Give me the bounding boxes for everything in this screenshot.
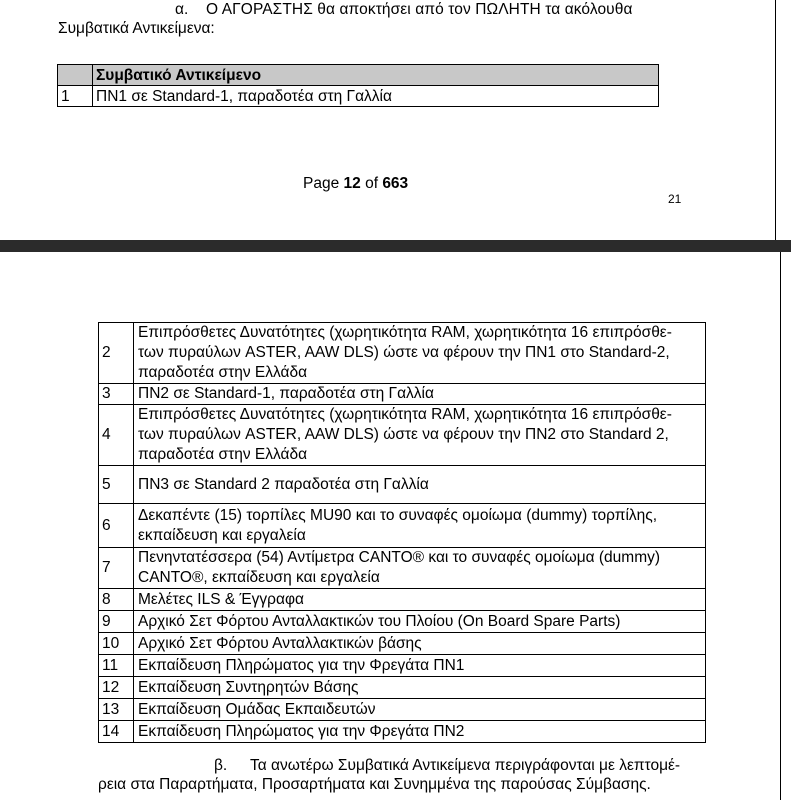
header-num-cell	[58, 65, 93, 86]
row-description	[134, 466, 706, 504]
row-text-line: CANTO®, εκπαίδευση και εργαλεία	[138, 569, 380, 586]
row-description	[134, 633, 706, 655]
row-text-line: Δεκαπέντε (15) τορπίλες MU90 και το συναφές ομοίωμα (dummy) τορπίλης,	[138, 506, 658, 524]
table-row	[99, 655, 706, 677]
row-text-line: Εκπαίδευση Πληρώματος για την Φρεγάτα ΠΝ1	[138, 656, 465, 674]
row-description	[134, 384, 706, 405]
row-text-line: ΠΝ2 σε Standard-1, παραδοτέα στη Γαλλία	[138, 385, 434, 402]
row-text-line: παραδοτέα στην Ελλάδα	[138, 446, 308, 463]
contract-objects-table-2	[98, 322, 706, 743]
row-description	[134, 721, 706, 743]
row-number: 12	[99, 677, 134, 699]
table-row	[99, 548, 706, 589]
table-row	[99, 699, 706, 721]
table-row	[99, 504, 706, 548]
row-text: ΠΝ1 σε Standard-1, παραδοτέα στη Γαλλία	[93, 86, 659, 107]
table-row	[58, 86, 659, 107]
row-text-line: των πυραύλων ASTER, AAW DLS) ώστε να φέρουν την ΠΝ1 στο Standard-2,	[138, 344, 670, 361]
row-description	[134, 699, 706, 721]
page-counter-prefix: Page	[303, 175, 344, 192]
section-alpha-line-2: Συμβατικά Αντικείμενα:	[58, 20, 215, 37]
row-number: 2	[99, 323, 134, 384]
table-row	[99, 466, 706, 504]
row-description	[134, 548, 706, 589]
page-separator	[0, 240, 791, 252]
row-number: 4	[99, 405, 134, 466]
page-counter	[303, 175, 408, 193]
row-number: 11	[99, 655, 134, 677]
page-2-right-border	[780, 252, 781, 800]
row-number: 6	[99, 504, 134, 548]
row-text-line: Αρχικό Σετ Φόρτου Ανταλλακτικών του Πλοίου (On Board Spare Parts)	[138, 612, 621, 630]
row-description	[134, 405, 706, 466]
row-number: 14	[99, 721, 134, 743]
page-counter-of: of	[360, 175, 383, 192]
section-alpha-label: α.	[175, 1, 189, 18]
row-text-line: Εκπαίδευση Ομάδας Εκπαιδευτών	[138, 700, 376, 718]
row-description	[134, 589, 706, 611]
table-header-row	[58, 65, 659, 86]
table-row	[99, 633, 706, 655]
row-text-line: Επιπρόσθετες Δυνατότητες (χωρητικότητα RAM, χωρητικότητα 16 επιπρόσθε-	[138, 406, 672, 423]
table-row	[99, 721, 706, 743]
row-text-line: ΠΝ3 σε Standard 2 παραδοτέα στη Γαλλία	[138, 475, 429, 493]
row-text-line: εκπαίδευση και εργαλεία	[138, 526, 306, 544]
row-description	[134, 504, 706, 548]
table-row	[99, 405, 706, 466]
page-1-side-margin	[776, 0, 791, 250]
contract-objects-table-1	[57, 64, 659, 107]
side-page-number: 21	[668, 192, 682, 206]
table-row	[99, 611, 706, 633]
row-text-line: Αρχικό Σετ Φόρτου Ανταλλακτικών βάσης	[138, 634, 422, 652]
row-text-line: Πενηντατέσσερα (54) Αντίμετρα CANTO® και το συναφές ομοίωμα (dummy)	[138, 549, 661, 566]
page-counter-current: 12	[343, 175, 361, 192]
row-number: 5	[99, 466, 134, 504]
section-beta-line-2: ρεια στα Παραρτήματα, Προσαρτήματα και Συνημμένα της παρούσας Σύμβασης.	[98, 776, 651, 793]
row-text-line: των πυραύλων ASTER, AAW DLS) ώστε να φέρουν την ΠΝ2 στο Standard 2,	[138, 426, 669, 443]
row-text-line: παραδοτέα στην Ελλάδα	[138, 364, 308, 381]
row-number: 8	[99, 589, 134, 611]
section-beta-line-1: Τα ανωτέρω Συμβατικά Αντικείμενα περιγράφονται με λεπτομέ-	[250, 757, 681, 774]
table-row	[99, 589, 706, 611]
row-description	[134, 323, 706, 384]
row-number: 10	[99, 633, 134, 655]
section-beta-label: β.	[214, 757, 228, 774]
row-text-line: Μελέτες ILS & Έγγραφα	[138, 590, 304, 608]
row-description	[134, 677, 706, 699]
row-number: 1	[58, 86, 93, 107]
page-counter-total: 663	[382, 175, 409, 192]
table-row	[99, 323, 706, 384]
table-row	[99, 384, 706, 405]
row-text-line: Εκπαίδευση Πληρώματος για την Φρεγάτα ΠΝ2	[138, 722, 465, 740]
row-description	[134, 611, 706, 633]
header-title-cell: Συμβατικό Αντικείμενο	[93, 65, 659, 86]
row-number: 3	[99, 384, 134, 405]
row-description	[134, 655, 706, 677]
section-alpha-line-1: Ο ΑΓΟΡΑΣΤΗΣ θα αποκτήσει από τον ΠΩΛΗΤΗ τα ακόλουθα	[206, 1, 633, 18]
row-number: 7	[99, 548, 134, 589]
table-row	[99, 677, 706, 699]
row-number: 13	[99, 699, 134, 721]
row-number: 9	[99, 611, 134, 633]
row-text-line: Επιπρόσθετες Δυνατότητες (χωρητικότητα RAM, χωρητικότητα 16 επιπρόσθε-	[138, 324, 672, 341]
row-text-line: Εκπαίδευση Συντηρητών Βάσης	[138, 678, 359, 696]
